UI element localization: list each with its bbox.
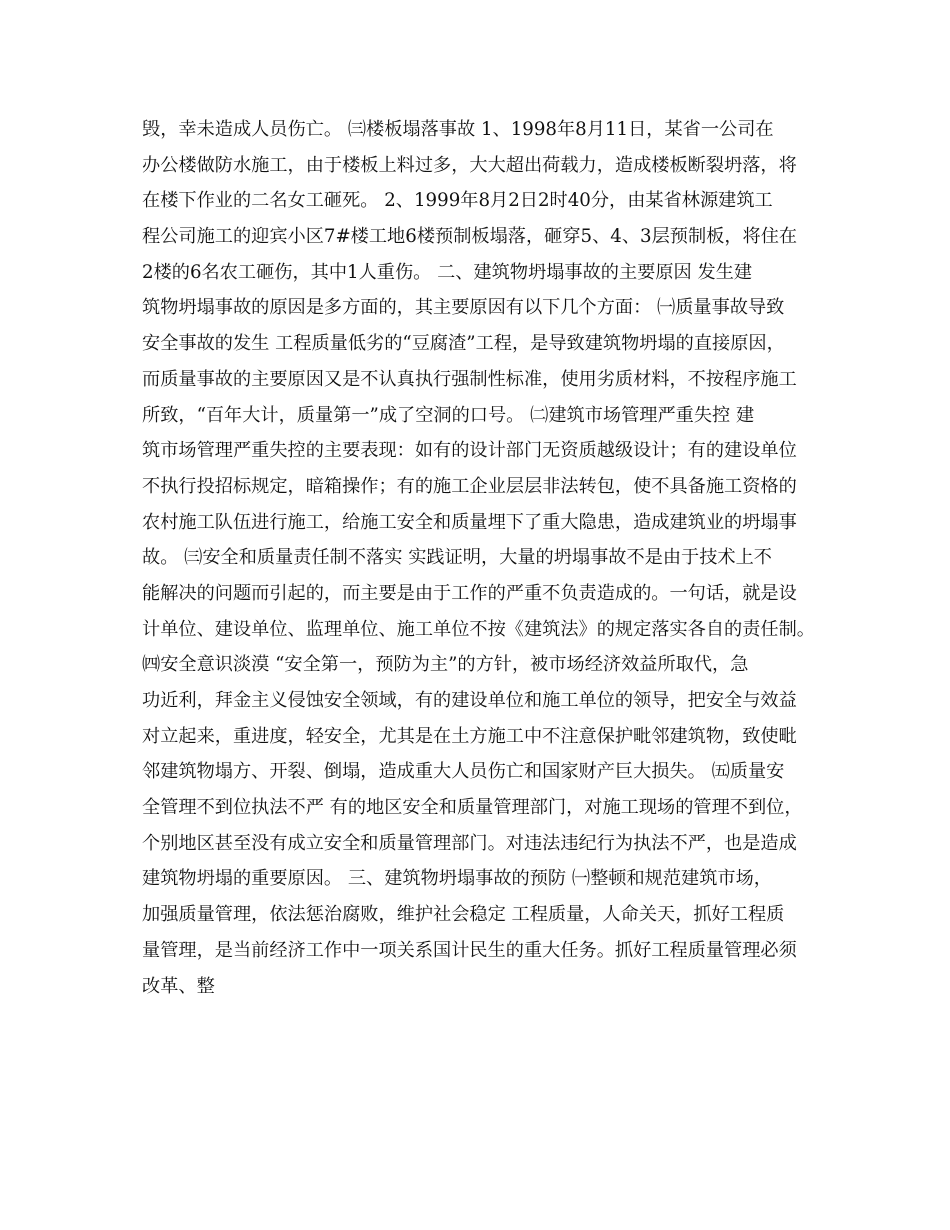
text-line: 改革、整 bbox=[142, 975, 215, 997]
text-line: 毁，幸未造成人员伤亡。 ㈢楼板塌落事故 1、1998年8月11日，某省一公司在 bbox=[142, 119, 774, 140]
text-line: 不执行投招标规定，暗箱操作；有的施工企业层层非法转包，使不具备施工资格的 bbox=[142, 475, 797, 497]
text-line: 加强质量管理，依法惩治腐败，维护社会稳定 工程质量，人命关天，抓好工程质 bbox=[142, 904, 785, 926]
text-line: 而质量事故的主要原因又是不认真执行强制性标准，使用劣质材料，不按程序施工 bbox=[142, 368, 797, 390]
text-line: 办公楼做防水施工，由于楼板上料过多，大大超出荷载力，造成楼板断裂坍落，将 bbox=[142, 154, 797, 176]
text-line: 筑市场管理严重失控的主要表现：如有的设计部门无资质越级设计；有的建设单位 bbox=[142, 440, 797, 462]
text-line: 能解决的问题而引起的，而主要是由于工作的严重不负责造成的。一句话，就是设 bbox=[142, 582, 797, 604]
text-line: 邻建筑物塌方、开裂、倒塌，造成重大人员伤亡和国家财产巨大损失。 ㈤质量安 bbox=[142, 761, 785, 783]
text-line: 在楼下作业的二名女工砸死。 2、1999年8月2日2时40分，由某省林源建筑工 bbox=[142, 190, 773, 212]
text-line: 筑物坍塌事故的原因是多方面的，其主要原因有以下几个方面： ㈠质量事故导致 bbox=[142, 297, 785, 319]
text-line: ㈣安全意识淡漠 “安全第一，预防为主”的方针，被市场经济效益所取代，急 bbox=[142, 654, 749, 676]
text-line: 功近利，拜金主义侵蚀安全领域，有的建设单位和施工单位的领导，把安全与效益 bbox=[142, 690, 797, 711]
text-line: 计单位、建设单位、监理单位、施工单位不按《建筑法》的规定落实各自的责任制。 bbox=[142, 618, 815, 640]
text-line: 全管理不到位执法不严 有的地区安全和质量管理部门，对施工现场的管理不到位， bbox=[142, 797, 803, 819]
text-line: 程公司施工的迎宾小区7#楼工地6楼预制板塌落，砸穿5、4、3层预制板，将住在 bbox=[142, 226, 798, 248]
text-line: 安全事故的发生 工程质量低劣的“豆腐渣”工程，是导致建筑物坍塌的直接原因， bbox=[142, 333, 785, 355]
text-line: 对立起来，重进度，轻安全，尤其是在土方施工中不注意保护毗邻建筑物，致使毗 bbox=[142, 725, 797, 747]
text-line: 建筑物坍塌的重要原因。 三、建筑物坍塌事故的预防 ㈠整顿和规范建筑市场， bbox=[142, 868, 772, 890]
text-line: 农村施工队伍进行施工，给施工安全和质量埋下了重大隐患，造成建筑业的坍塌事 bbox=[142, 511, 797, 533]
text-line: 故。 ㈢安全和质量责任制不落实 实践证明，大量的坍塌事故不是由于技术上不 bbox=[142, 547, 772, 569]
text-line: 2楼的6名农工砸伤，其中1人重伤。 二、建筑物坍塌事故的主要原因 发生建 bbox=[142, 261, 753, 283]
text-line: 量管理，是当前经济工作中一项关系国计民生的重大任务。抓好工程质量管理必须 bbox=[142, 939, 797, 961]
text-line: 所致，“百年大计，质量第一”成了空洞的口号。 ㈡建筑市场管理严重失控 建 bbox=[142, 404, 755, 426]
body-text bbox=[142, 112, 822, 1004]
text-line: 个别地区甚至没有成立安全和质量管理部门。对违法违纪行为执法不严，也是造成 bbox=[142, 832, 797, 854]
